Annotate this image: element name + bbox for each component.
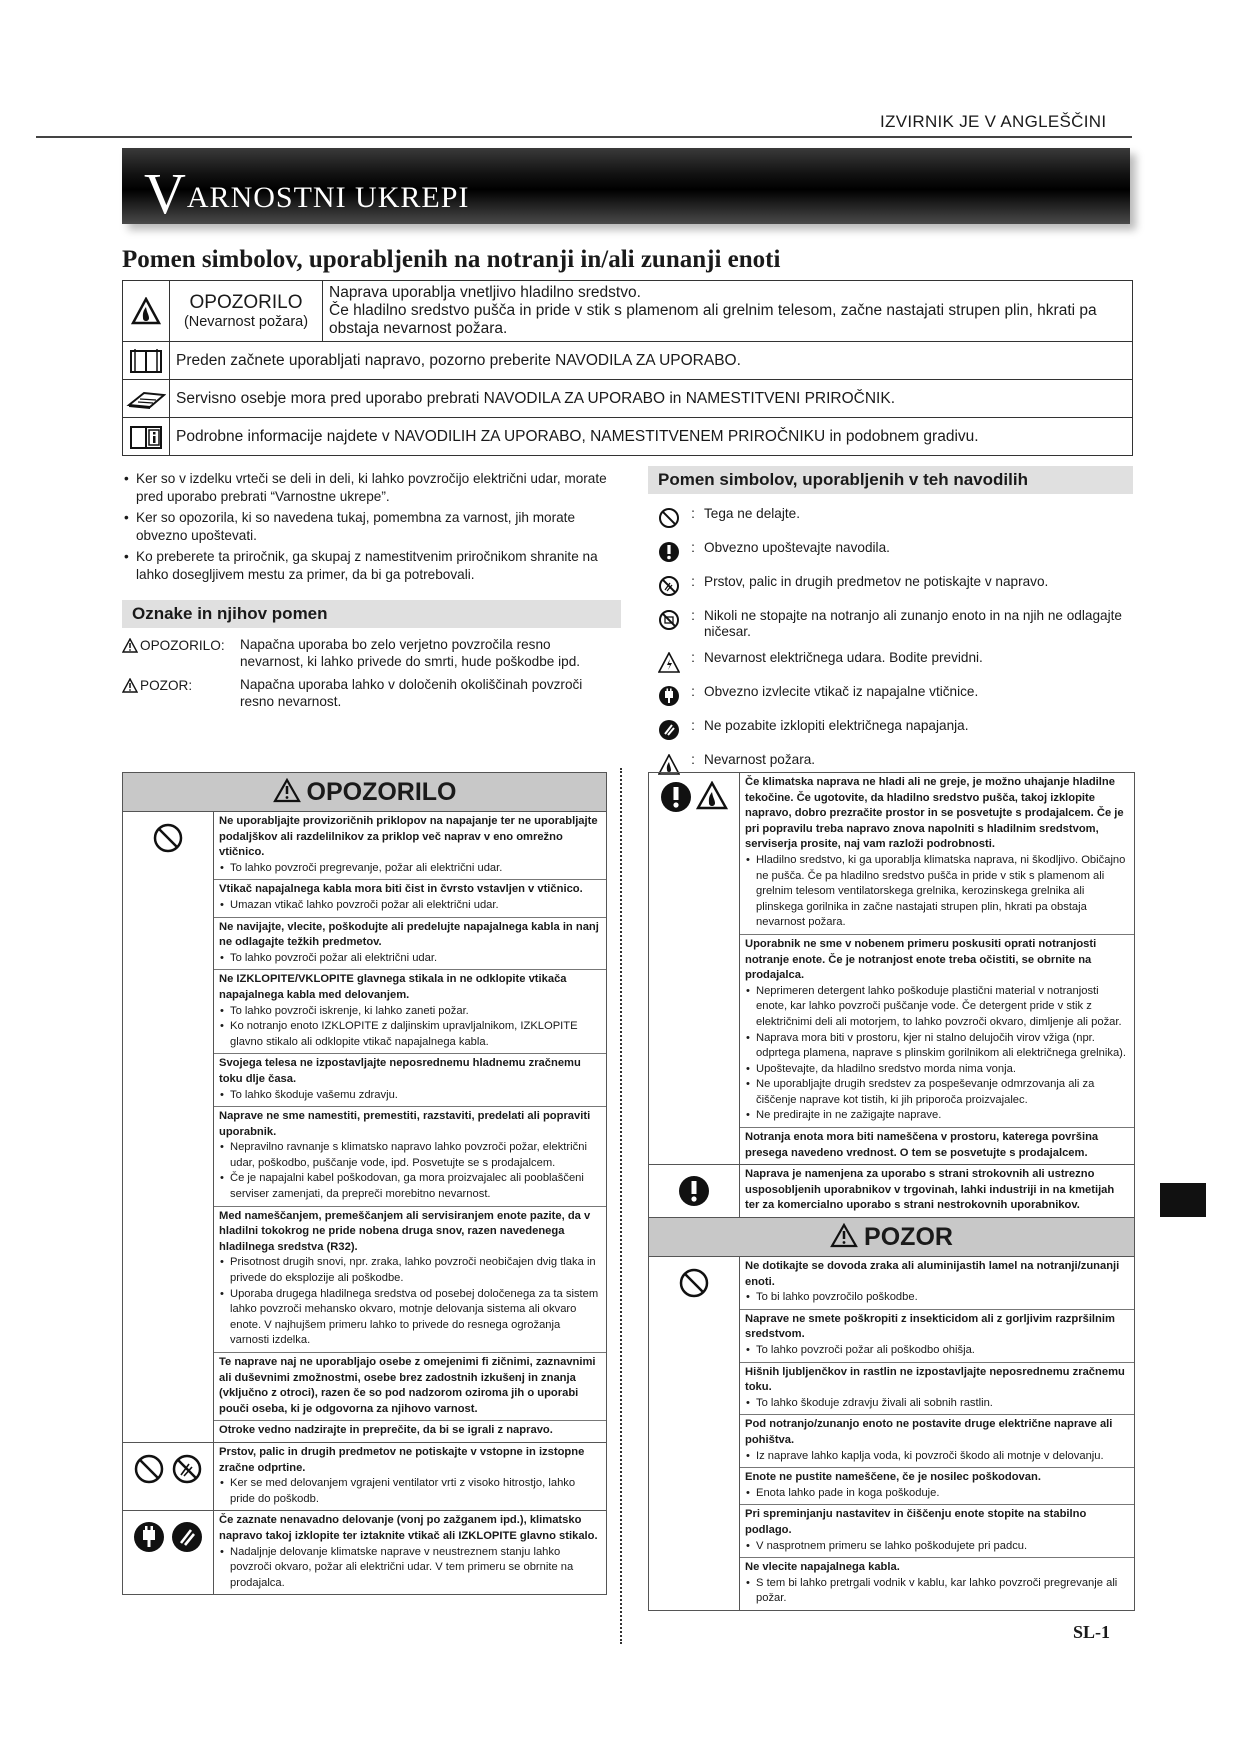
right-warning-item	[740, 1128, 1134, 1164]
warning-group-prohibit	[123, 811, 606, 1442]
intro-bullet: • Ko preberete ta priročnik, ga skupaj z namestitvenim priročnikom shranite na lahko dosegljivem mestu za primer, da bi ga potrebovali.	[122, 548, 612, 584]
warning-item-bullet: • To lahko povzroči iskrenje, ki lahko zaneti požar.	[219, 1004, 602, 1020]
sign-caution-row	[122, 676, 607, 710]
warning-item-bullet: • Če je napajalni kabel poškodovan, ga mora proizvajalec ali pooblaščeni serviser zamenjati, da prepreči morebitno nevarnost.	[219, 1171, 602, 1202]
caution-item	[740, 1558, 1134, 1610]
caution-box-title: POZOR	[864, 1223, 953, 1252]
prohibit-icon	[678, 1267, 710, 1299]
symbol-row-unplug: : Obvezno izvlecite vtikač iz napajalne vtičnice.	[656, 684, 1134, 708]
top-rule	[36, 136, 1132, 138]
warning-item-head: Če zaznate nenavadno delovanje (vonj po zažganem ipd.), klimatsko napravo takoj izklopite ter iztaknite vtikač ali IZKLOPITE glavno stikalo.	[219, 1514, 598, 1542]
warning-item-head: Naprave ne sme namestiti, premestiti, razstaviti, predelati ali popraviti uporabnik.	[219, 1110, 591, 1138]
caution-item-bullet: • Iz naprave lahko kaplja voda, ki povzroči škodo ali motnje v delovanju.	[745, 1449, 1130, 1465]
right-warning-item-bullet: • Hladilno sredstvo, ki ga uporablja klimatska naprava, ni škodljivo. Običajno ne pušča. Če pa hladilno sredstvo pušča in pride v stik s plamenom ali grelnim telesom ventilatorskega grelnika, kerozinskega grelnika ali plinskega gorilnika in začne nastajati strupen plin, hkrati pa obstaja nevarnost požara.	[745, 853, 1130, 931]
banner-initial: V	[144, 161, 187, 226]
symbol-row-electric: : Nevarnost električnega udara. Bodite previdni.	[656, 650, 1134, 674]
right-warning-item-bullet: • Ne uporabljajte drugih sredstev za pospeševanje odmrzovanja ali za čiščenje naprave kot tistih, ki jih priporoča proizvajalec.	[745, 1077, 1130, 1108]
banner-rest: ARNOSTNI UKREPI	[186, 181, 470, 214]
warning-item	[214, 812, 606, 880]
right-warning-item-bullet: • Neprimeren detergent lahko poškoduje plastični material v notranjosti enote, kar lahko povzroči puščanje vode. Če detergent pride v stik z električnimi deli ali motorjem, to lahko povzroči okvaro, dimljenje ali požar.	[745, 984, 1130, 1031]
warning-item-bullet: • To lahko povzroči požar ali električni udar.	[219, 951, 602, 967]
warning-line-1: Naprava uporablja vnetljivo hladilno sredstvo.	[329, 284, 641, 301]
mandatory-icon	[658, 541, 680, 563]
symbol-row-prohibit: : Tega ne delajte.	[656, 506, 1134, 530]
warning-item-head: Svojega telesa ne izpostavljajte neposrednemu hladnemu zračnemu toku dlje časa.	[219, 1057, 581, 1085]
symbol-text: Nevarnost požara.	[704, 752, 816, 767]
unplug-icon	[133, 1521, 165, 1553]
warning-item	[214, 1353, 606, 1421]
warning-group-no-finger	[123, 1442, 606, 1510]
caution-item	[740, 1257, 1134, 1310]
caution-item-head: Enote ne pustite nameščene, če je nosilec poškodovan.	[745, 1471, 1041, 1484]
right-warning-item-bullet: • Naprava mora biti v prostoru, kjer ni stalno delujočih virov vžiga (npr. odprtega plamena, naprave s plinskim gorilnikom ali električnega grelnika).	[745, 1031, 1130, 1062]
signs-heading: Oznake in njihov pomen	[122, 600, 621, 628]
info-book-icon	[129, 424, 163, 450]
power-off-icon	[658, 719, 680, 741]
caution-item-bullet: • Enota lahko pade in koga poškoduje.	[745, 1486, 1130, 1502]
warning-text-cell	[323, 281, 1133, 342]
warning-label: OPOZORILO	[189, 291, 303, 313]
warning-label-cell	[170, 281, 323, 342]
symbol-row-fire: : Nevarnost požara.	[656, 752, 1134, 776]
symbol-row-power-off: : Ne pozabite izklopiti električnega napajanja.	[656, 718, 1134, 742]
caution-item	[740, 1310, 1134, 1363]
mandatory-icon	[660, 781, 692, 813]
caution-item-head: Pri spreminjanju nastavitev in čiščenju enote stopite na stabilno podlago.	[745, 1508, 1087, 1536]
fire-warning-icon	[131, 297, 161, 325]
warning-item	[214, 1054, 606, 1107]
warning-item-head: Ne navijajte, vlecite, poškodujte ali predelujte napajalnega kabla in nanj ne odlagajte težkih predmetov.	[219, 920, 599, 949]
unit-symbols-table	[122, 280, 1133, 456]
symbol-text: Tega ne delajte.	[704, 506, 800, 521]
caution-item-bullet: • To lahko povzroči požar ali poškodbo ohišja.	[745, 1343, 1130, 1359]
warning-item-head: Otroke vedno nadzirajte in preprečite, da bi se igrali z napravo.	[219, 1424, 553, 1437]
warning-item-head: Vtikač napajalnega kabla mora biti čist in čvrsto vstavljen v vtičnico.	[219, 883, 583, 896]
caution-item	[740, 1415, 1134, 1468]
caution-item	[740, 1505, 1134, 1558]
manual-book-icon	[129, 348, 163, 374]
warning-item-bullet: • Uporaba drugega hladilnega sredstva od posebej določenega za ta sistem lahko povzroči mehansko okvaro, motnje delovanja sistema ali okvaro enote. V najhujšem primeru lahko to privede do resnega ogrožanja varnosti izdelka.	[219, 1287, 602, 1349]
symbols-heading: Pomen simbolov, uporabljenih na notranji in/ali zunanji enoti	[122, 246, 781, 273]
right-warning-group-mandatory	[649, 1164, 1134, 1217]
electric-shock-icon	[658, 652, 680, 673]
warning-sub: (Nevarnost požara)	[183, 313, 309, 330]
section-tab	[1160, 1183, 1206, 1217]
right-warning-item-head: Naprava je namenjena za uporabo s strani strokovnih ali ustrezno usposobljenih uporabnikov v trgovinah, lahki industriji in na kmetijah ter za komercialno uporabo s strani nestrokovnih uporabnikov.	[745, 1168, 1115, 1212]
warning-item-bullet: • To lahko škoduje vašemu zdravju.	[219, 1088, 602, 1104]
caution-item	[740, 1468, 1134, 1505]
symbol-text: Ne pozabite izklopiti električnega napajanja.	[704, 718, 969, 733]
fire-hazard-icon	[696, 781, 728, 810]
sign-caution-label: POZOR:	[140, 677, 193, 693]
signs-list	[122, 636, 607, 710]
warning-item-head: Prstov, palic in drugih predmetov ne potiskajte v vstopne in izstopne zračne odprtine.	[219, 1445, 585, 1474]
intro-bullet: • Ker so opozorila, ki so navedena tukaj, pomembna za varnost, jih morate obvezno upoštevati.	[122, 509, 612, 545]
sign-caution-text: Napačna uporaba lahko v določenih okoliščinah povzroči resno nevarnost.	[240, 677, 583, 709]
right-warning-group-fire	[649, 773, 1134, 1164]
warning-item	[214, 1107, 606, 1207]
warning-item	[214, 918, 606, 971]
warning-item	[214, 880, 606, 917]
symbol-text: Nevarnost električnega udara. Bodite previdni.	[704, 650, 983, 665]
warning-line-2: Če hladilno sredstvo pušča in pride v stik s plamenom ali grelnim telesom, začne nastajati strupen plin, hkrati pa obstaja nevarnost požara.	[329, 302, 1097, 337]
symbol-row-no-step: : Nikoli ne stopajte na notranjo ali zunanjo enoto in na njih ne odlagajte ničesar.	[656, 608, 1134, 640]
warning-item	[214, 1207, 606, 1353]
sign-warning-text: Napačna uporaba bo zelo verjetno povzročila resno nevarnost, ki lahko privede do smrti, hude poškodbe ipd.	[240, 637, 581, 669]
right-warning-item-bullet: • Upoštevajte, da hladilno sredstvo morda nima vonja.	[745, 1062, 1130, 1078]
warning-box	[122, 772, 607, 1595]
caution-item	[740, 1363, 1134, 1416]
no-step-icon	[658, 609, 680, 631]
symbol-text: Prstov, palic in drugih predmetov ne potiskajte v napravo.	[704, 574, 1049, 589]
prohibit-icon	[133, 1453, 165, 1485]
caution-item-head: Pod notranjo/zunanjo enoto ne postavite druge električne naprave ali pohištva.	[745, 1418, 1113, 1446]
right-warning-item-bullet: • Ne predirajte in ne zažigajte naprave.	[745, 1108, 1130, 1124]
banner-title	[144, 160, 469, 227]
symbol-row-mandatory: : Obvezno upoštevajte navodila.	[656, 540, 1134, 564]
caution-item-bullet: • To lahko škoduje zdravju živali ali sobnih rastlin.	[745, 1396, 1130, 1412]
right-warning-item	[740, 1165, 1134, 1217]
warning-item-head: Ne IZKLOPITE/VKLOPITE glavnega stikala in ne odklopite vtikača napajalnega kabla med delovanjem.	[219, 973, 567, 1001]
intro-bullet: • Ker so v izdelku vrteči se deli in deli, ki lahko povzročijo električni udar, morate pred uporabo prebrati “Varnostne ukrepe”.	[122, 470, 612, 506]
caution-triangle-icon	[830, 1223, 858, 1248]
warning-item	[214, 1421, 606, 1442]
service-text-cell: Servisno osebje mora pred uporabo prebrati NAVODILA ZA UPORABO in NAMESTITVENI PRIROČNIK.	[170, 380, 1133, 418]
warning-item-bullet: • Ko notranjo enoto IZKLOPITE z daljinskim upravljalnikom, IZKLOPITE glavno stikalo ali odklopite vtikač napajalnega kabla.	[219, 1019, 602, 1050]
caution-item-head: Hišnih ljubljenčkov in rastlin ne izpostavljajte neposrednemu zračnemu toku.	[745, 1365, 1125, 1394]
sign-warning-row	[122, 636, 607, 670]
right-warning-item-head: Če klimatska naprava ne hladi ali ne greje, je možno uhajanje hladilne tekočine. Če ugotovite, da hladilno sredstvo pušča, takoj izklopite napravo, dobro prezračite prostor in se posvetujte s prodajalcem. Če je pri popravilu treba napravo znova napolniti s hladilnim sredstvom, serviserja prosite, naj vam razloži podrobnosti.	[745, 776, 1124, 851]
symbol-row-no-finger: : Prstov, palic in drugih predmetov ne potiskajte v napravo.	[656, 574, 1134, 598]
warning-item-bullet: • Ker se med delovanjem vgrajeni ventilator vrti z visoko hitrostjo, lahko pride do poškodb.	[219, 1476, 602, 1507]
warning-triangle-icon	[122, 638, 138, 653]
page-number: SL-1	[1073, 1622, 1111, 1642]
fire-warning-cell	[123, 281, 170, 342]
right-warning-box	[648, 772, 1135, 1611]
warning-item-bullet: • Prisotnost drugih snovi, npr. zraka, lahko povzroči neobičajen dvig tlaka in privede do eksplozije ali poškodbe.	[219, 1255, 602, 1286]
caution-item-head: Ne dotikajte se dovoda zraka ali aluminijastih lamel na notranji/zunanji enoti.	[745, 1260, 1120, 1288]
prohibit-icon	[658, 507, 680, 529]
info-text-cell: Podrobne informacije najdete v NAVODILIH ZA UPORABO, NAMESTITVENEM PRIROČNIKU in podobnem gradivu.	[170, 418, 1133, 456]
column-divider	[620, 768, 622, 1644]
prohibit-icon	[152, 822, 184, 854]
warning-item-bullet: • To lahko povzroči pregrevanje, požar ali električni udar.	[219, 861, 602, 877]
intro-bullets	[122, 470, 612, 587]
caution-item-bullet: • To bi lahko povzročilo poškodbe.	[745, 1290, 1130, 1306]
sign-warning-label: OPOZORILO:	[140, 637, 225, 653]
right-warning-item-head: Notranja enota mora biti nameščena v prostoru, katerega površina presega navedeno vrednost. O tem se posvetujte s prodajalcem.	[745, 1131, 1099, 1159]
no-finger-icon	[171, 1453, 203, 1485]
caution-item-bullet: • V nasprotnem primeru se lahko poškodujete pri padcu.	[745, 1539, 1130, 1555]
power-off-icon	[171, 1521, 203, 1553]
no-finger-icon	[658, 575, 680, 597]
warning-item-bullet: • Nadaljnje delovanje klimatske naprave v neustreznem stanju lahko povzroči okvaro, požar ali električni udar. V tem primeru se obrnite na prodajalca.	[219, 1545, 602, 1592]
service-manual-icon	[126, 387, 166, 411]
warning-triangle-icon	[273, 778, 301, 803]
caution-item-head: Naprave ne smete poškropiti z insekticidom ali z gorljivim razpršilnim sredstvom.	[745, 1312, 1115, 1341]
manual-symbols-heading: Pomen simbolov, uporabljenih v teh navodilih	[648, 466, 1133, 494]
manual-text-cell: Preden začnete uporabljati napravo, pozorno preberite NAVODILA ZA UPORABO.	[170, 342, 1133, 380]
caution-item-head: Ne vlecite napajalnega kabla.	[745, 1561, 900, 1574]
info-icon-cell	[123, 418, 170, 456]
mandatory-icon	[678, 1175, 710, 1207]
warning-item-head: Ne uporabljajte provizoričnih priklopov na napajanje ter ne uporabljajte podaljškov ali razdelilnikov za priklop več naprav v eno omrežno vtičnico.	[219, 815, 598, 859]
warning-item-head: Te naprave naj ne uporabljajo osebe z omejenimi fi zičnimi, zaznavnimi ali duševnimi zmožnostmi, osebe brez zadostnih izkušenj in znanja (vključno z otroci), razen če so pod nadzorom oziroma jih o uporabi pouči oseba, ki je odgovorna za njihovo varnost.	[219, 1356, 596, 1415]
warning-group-unplug	[123, 1510, 606, 1594]
warning-item-head: Med nameščanjem, premeščanjem ali servisiranjem enote pazite, da v hladilni tokokrog ne pride nobena druga snov, razen navedenega hladilnega sredstva (R32).	[219, 1209, 591, 1253]
caution-item-bullet: • S tem bi lahko pretrgali vodnik v kablu, kar lahko povzroči pregrevanje ali požar.	[745, 1576, 1130, 1607]
caution-box-header	[649, 1217, 1134, 1256]
caution-triangle-icon	[122, 678, 138, 693]
unplug-icon	[658, 685, 680, 707]
warning-box-title: OPOZORILO	[306, 778, 457, 806]
right-warning-item	[740, 773, 1134, 935]
symbol-text: Nikoli ne stopajte na notranjo ali zunanjo enoto in na njih ne odlagajte ničesar.	[704, 608, 1122, 639]
warning-item	[214, 1443, 606, 1510]
warning-item	[214, 1511, 606, 1594]
symbol-text: Obvezno izvlecite vtikač iz napajalne vtičnice.	[704, 684, 979, 699]
warning-item-bullet: • Umazan vtikač lahko povzroči požar ali električni udar.	[219, 898, 602, 914]
right-warning-item-head: Uporabnik ne sme v nobenem primeru poskusiti oprati notranjosti notranje enote. Če je notranjost enote treba očistiti, se obrnite na prodajalca.	[745, 937, 1097, 982]
warning-box-header	[123, 773, 606, 811]
caution-group-prohibit	[649, 1256, 1134, 1610]
manual-symbols-list	[656, 506, 1134, 782]
symbol-text: Obvezno upoštevajte navodila.	[704, 540, 890, 555]
right-warning-item	[740, 935, 1134, 1128]
language-note: IZVIRNIK JE V ANGLEŠČINI	[880, 112, 1107, 131]
manual-icon-cell	[123, 342, 170, 380]
warning-item-bullet: • Nepravilno ravnanje s klimatsko napravo lahko povzroči požar, električni udar, poškodbo, puščanje vode, ipd. Posvetujte se s prodajalcem.	[219, 1140, 602, 1171]
service-icon-cell	[123, 380, 170, 418]
warning-item	[214, 970, 606, 1054]
